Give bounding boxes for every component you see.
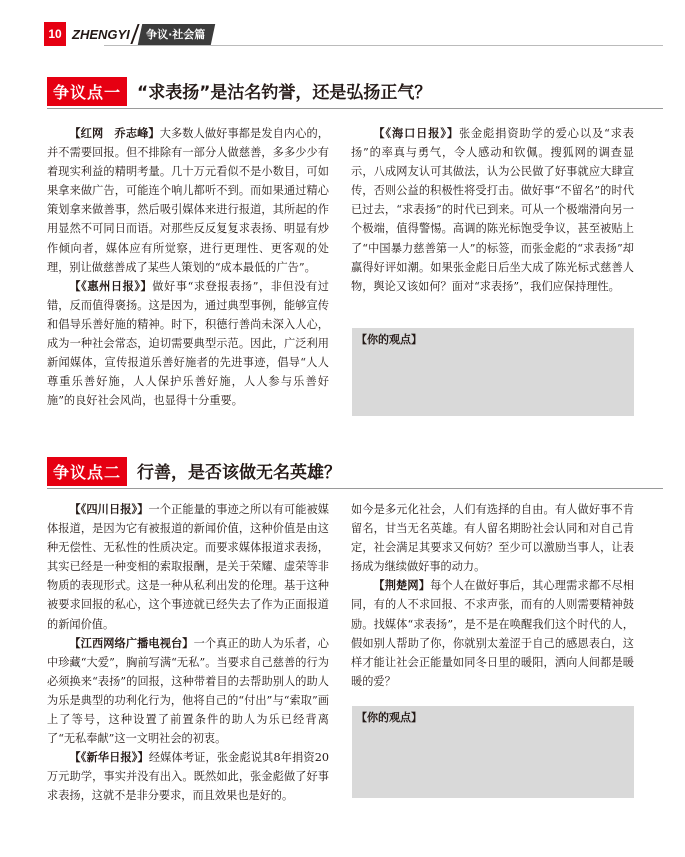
paragraph-text: 大多数人做好事都是发自内心的，并不需要回报。但不排除有一部分人做慈善，多多少少有着现实利益的精明考量。几十万元看似不是小数目，可如果拿来做广告，可能连个响儿都听不到。而如果通过精心策划拿来做善事，然后吸引媒体来进行报道，其所起的作用显然不可同日而语。对那些反反复复求表扬、明显有炒作倾向者，媒体应有所觉察，进行更理性、更客观的处理，别让做慈善成了某些人策划的“成本最低的广告”。: [47, 127, 329, 274]
section-badge-label: 争议·社会篇: [145, 27, 206, 41]
paragraph-text: 张金彪捐资助学的爱心以及“求表扬”的率真与勇气，令人感动和钦佩。搜狐网的调查显示，八成网友认可其做法，认为公民做了好事就应大肆宣传，否则公益的积极性将受打击。做好事“不留名”的时代已过去，“求表扬”的时代已到来。可从一个极端滑向另一个极端，值得警惕。高调的陈光标饱受争议，甚至被贴上了“中国暴力慈善第一人”的标签，而张金彪的“求表扬”却赢得好评如潮。如果张金彪日后坐大成了陈光标式慈善人物，舆论又该如何？面对“求表扬”，我们应保持理性。: [351, 127, 634, 293]
paragraph-text: 经媒体考证，张金彪说其8年捐资20万元助学，事实并没有出入。既然如此，张金彪做了好事求表扬，这就不是非分要求，而且效果也是好的。: [47, 751, 329, 803]
paragraph-text: 如今是多元化社会，人们有选择的自由。有人做好事不肯留名，甘当无名英雄。有人留名期盼社会认同和对自己肯定，社会满足其要求又何妨？至少可以激励当事人，让表扬成为继续做好事的动力。: [351, 503, 634, 574]
section2-opinion-box[interactable]: [352, 706, 634, 798]
source-label: 【《海口日报》】: [373, 127, 459, 140]
section1-heading: [47, 77, 663, 106]
opinion-label: 【你的观点】: [356, 711, 422, 724]
magazine-brand: ZHENGYI: [72, 26, 130, 42]
section1-rule: [47, 108, 663, 109]
paragraph: [47, 124, 329, 277]
section1-left-column: [47, 124, 329, 410]
opinion-label: 【你的观点】: [356, 333, 422, 346]
page-header: [44, 22, 213, 46]
paragraph-text: 一个正能量的事迹之所以有可能被媒体报道，是因为它有被报道的新闻价值，这种价值是由这种无偿性、无私性的性质决定。而要求媒体报道求表扬，其实已经是一种变相的索取报酬，是关于荣耀、虚荣等非物质的表现形式。这是一种从私利出发的伦理。基于这种被要求回报的私心，这个事迹就已经失去了作为正面报道的新闻价值。: [47, 503, 329, 631]
source-label: 【《四川日报》】: [69, 503, 149, 516]
page-number: 10: [44, 22, 66, 46]
paragraph-text: 每个人在做好事后，其心理需求都不尽相同，有的人不求回报、不求声张，而有的人则需要精神鼓励。找媒体“求表扬”，是不是在唤醒我们这个时代的人，假如别人帮助了你，你就别太羞涩于自己的感恩表白，这样才能让社会正能量如同冬日里的暖阳，洒向人间都是暖暖的爱？: [351, 579, 634, 688]
paragraph-text: 做好事“求登报表扬”，非但没有过错，反而值得褒扬。这是因为，通过典型事例，能够宣传和倡导乐善好施的精神。时下，积德行善尚未深入人心，成为一种社会常态，迫切需要典型示范。因此，广泛利用新闻媒体，宣传报道乐善好施者的先进事迹，倡导“人人尊重乐善好施，人人保护乐善好施，人人参与乐善好施”的良好社会风尚，也显得十分重要。: [47, 279, 329, 408]
section2-heading: [47, 457, 663, 486]
section2-right-column: [351, 500, 634, 691]
section1-opinion-box[interactable]: [352, 328, 634, 416]
paragraph: [351, 124, 634, 296]
source-label: 【红网 乔志峰】: [69, 127, 160, 140]
paragraph: [47, 500, 329, 634]
paragraph: [351, 500, 634, 576]
section2-rule: [47, 488, 663, 489]
paragraph: [47, 748, 329, 805]
section2-left-column: [47, 500, 329, 806]
section1-title: “求表扬”是沽名钓誉，还是弘扬正气？: [137, 83, 432, 103]
paragraph: [47, 277, 329, 411]
section-badge: [138, 24, 216, 45]
source-label: 【荆楚网】: [373, 579, 431, 593]
section2-tag: 争议点二: [47, 457, 127, 486]
source-label: 【《新华日报》】: [69, 751, 149, 765]
paragraph: [351, 576, 634, 691]
paragraph-text: 一个真正的助人为乐者，心中珍藏“大爱”，胸前写满“无私”。当要求自己慈善的行为必须换来“表扬”的回报，这种带着目的去帮助别人的助人为乐是典型的功利化行为，他将自己的“付出”与“索取”画上了等号，这种设置了前置条件的助人为乐已经背离了“无私奉献”这一文明社会的初衷。: [47, 636, 329, 746]
header-rule: [104, 45, 663, 46]
source-label: 【江西网络广播电视台】: [69, 636, 194, 650]
section2-title: 行善，是否该做无名英雄？: [137, 463, 342, 483]
paragraph: [47, 634, 329, 749]
section1-right-column: [351, 124, 634, 296]
section1-tag: 争议点一: [47, 77, 127, 106]
source-label: 【《惠州日报》】: [69, 279, 153, 293]
